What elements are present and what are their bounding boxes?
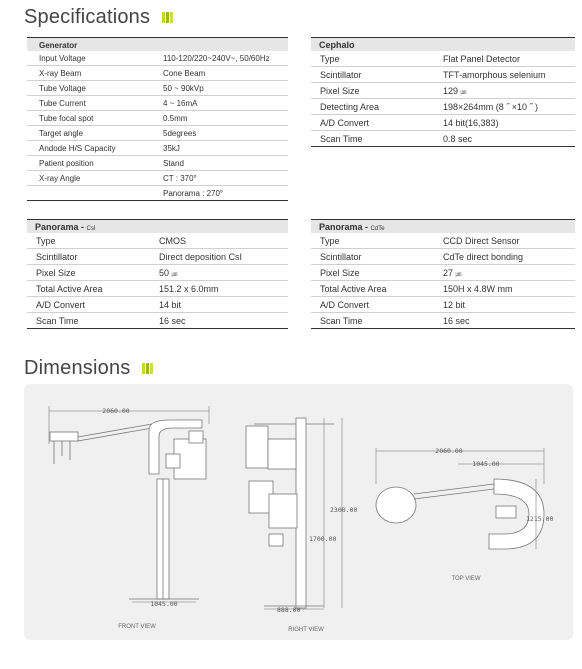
right-height-label: 2300.00 — [330, 506, 358, 514]
spec-value-text: 4 ~ 16mA — [163, 98, 198, 108]
panorama-csi-table — [27, 219, 288, 329]
spec-value — [153, 265, 288, 281]
dimensions-title: Dimensions — [24, 357, 131, 379]
spec-value — [437, 99, 575, 115]
panorama-csi-title — [27, 220, 288, 234]
top-arm-label: 1045.00 — [472, 460, 500, 468]
spec-value-text: 110-120/220~240V~, 50/60Hz — [163, 53, 270, 63]
panorama-csi-subtitle: CsI — [86, 226, 96, 232]
spec-value — [157, 156, 288, 171]
panorama-cdte-table — [311, 219, 575, 329]
spec-value — [157, 66, 288, 81]
spec-value — [437, 313, 575, 329]
spec-value — [437, 281, 575, 297]
spec-label: Tube Voltage — [27, 81, 157, 96]
spec-label: Type — [27, 233, 153, 249]
spec-value-text: CT : 370° — [163, 173, 197, 183]
spec-label: Pixel Size — [311, 83, 437, 99]
spec-value-text: 14 bit(16,383) — [443, 117, 499, 128]
right-arm-height-label: 1700.00 — [309, 535, 337, 543]
spec-value-text: 35kJ — [163, 143, 180, 153]
spec-value-text: 16 sec — [443, 315, 470, 326]
panorama-csi-title-text: Panorama - — [35, 222, 87, 232]
front-view-label: FRONT VIEW — [118, 624, 156, 630]
panorama-cdte-title — [311, 220, 575, 234]
spec-value-text: 150H x 4.8W mm — [443, 283, 513, 294]
spec-value-text: Cone Beam — [163, 68, 206, 78]
spec-value-text: 5degrees — [163, 128, 197, 138]
table-row — [27, 141, 288, 156]
spec-value — [437, 67, 575, 83]
table-row — [311, 67, 575, 83]
table-row — [311, 281, 575, 297]
table-row — [27, 126, 288, 141]
table-row — [27, 297, 288, 313]
right-base-label: 888.00 — [277, 606, 301, 614]
table-row — [27, 66, 288, 81]
top-view-label: TOP VIEW — [451, 576, 481, 582]
spec-label: Type — [311, 51, 437, 67]
spec-value-text: 198×264mm (8 ˝ ×10 ˝ ) — [443, 101, 539, 112]
spec-label: Total Active Area — [311, 281, 437, 297]
spec-value-text: 129 — [443, 85, 459, 96]
table-row — [311, 131, 575, 147]
right-view-label: RIGHT VIEW — [288, 627, 324, 633]
spec-label: Total Active Area — [27, 281, 153, 297]
spec-label: Scintillator — [27, 249, 153, 265]
spec-value-text: Direct deposition CsI — [159, 251, 243, 262]
specifications-heading — [24, 6, 174, 29]
top-depth-label: 1215.00 — [526, 515, 554, 523]
spec-label: Scan Time — [27, 313, 153, 329]
spec-value-text: CdTe direct bonding — [443, 251, 524, 262]
table-row — [311, 83, 575, 99]
spec-value — [437, 265, 575, 281]
table-row — [311, 313, 575, 329]
table-row — [311, 249, 575, 265]
spec-label: Scan Time — [311, 313, 437, 329]
spec-value-text: 0.8 sec — [443, 133, 473, 144]
table-row — [27, 281, 288, 297]
spec-unit: ㎛ — [455, 271, 462, 278]
cephalo-title: Cephalo — [311, 38, 575, 52]
spec-value-text: CMOS — [159, 235, 186, 246]
panorama-cdte-title-text: Panorama - — [319, 222, 371, 232]
spec-value — [437, 83, 575, 99]
spec-label — [27, 186, 157, 201]
spec-value-text: 0.5mm — [163, 113, 188, 123]
spec-value-text: 27 — [443, 267, 454, 278]
accent-bars-icon — [142, 357, 154, 380]
table-row — [311, 297, 575, 313]
cephalo-table — [311, 37, 575, 147]
spec-label: Scintillator — [311, 67, 437, 83]
spec-label: Input Voltage — [27, 51, 157, 66]
accent-bars-icon — [162, 6, 174, 29]
spec-unit: ㎛ — [460, 89, 467, 96]
spec-label: A/D Convert — [27, 297, 153, 313]
spec-label: Andode H/S Capacity — [27, 141, 157, 156]
spec-value — [153, 313, 288, 329]
spec-label: Type — [311, 233, 437, 249]
top-width-label: 2060.00 — [435, 447, 463, 455]
spec-label: Scintillator — [311, 249, 437, 265]
right-view-drawing — [246, 418, 357, 633]
front-width-label: 2060.00 — [102, 407, 130, 415]
dimensions-panel — [24, 384, 573, 640]
spec-value-text: TFT-amorphous selenium — [443, 69, 546, 80]
spec-label: Tube Current — [27, 96, 157, 111]
table-row — [27, 186, 288, 201]
spec-value — [157, 81, 288, 96]
spec-label: X-ray Beam — [27, 66, 157, 81]
spec-label: Pixel Size — [311, 265, 437, 281]
table-row — [27, 111, 288, 126]
table-row — [27, 96, 288, 111]
spec-value — [157, 111, 288, 126]
generator-table — [27, 37, 288, 201]
table-row — [27, 265, 288, 281]
table-row — [311, 51, 575, 67]
spec-value — [437, 297, 575, 313]
spec-value-text: 12 bit — [443, 299, 466, 310]
table-row — [311, 233, 575, 249]
spec-value — [157, 51, 288, 66]
table-row — [27, 249, 288, 265]
top-view-drawing — [376, 447, 553, 582]
spec-value — [153, 297, 288, 313]
spec-value — [157, 126, 288, 141]
table-row — [27, 51, 288, 66]
table-row — [27, 81, 288, 96]
generator-title: Generator — [27, 38, 288, 52]
spec-value — [437, 131, 575, 147]
spec-value — [157, 141, 288, 156]
spec-label: Patient position — [27, 156, 157, 171]
table-row — [27, 233, 288, 249]
spec-value — [153, 249, 288, 265]
spec-value-text: CCD Direct Sensor — [443, 235, 520, 246]
spec-value — [437, 233, 575, 249]
spec-value — [157, 96, 288, 111]
spec-value — [157, 186, 288, 201]
spec-value-text: 50 — [159, 267, 170, 278]
spec-value-text: Flat Panel Detector — [443, 53, 521, 64]
spec-value-text: Panorama : 270° — [163, 188, 224, 198]
spec-value-text: 16 sec — [159, 315, 186, 326]
table-row — [27, 171, 288, 186]
table-row — [27, 313, 288, 329]
spec-label: Target angle — [27, 126, 157, 141]
spec-value — [437, 249, 575, 265]
spec-label: Detecting Area — [311, 99, 437, 115]
spec-value-text: 50 ~ 90kVp — [163, 83, 204, 93]
table-row — [311, 115, 575, 131]
dimension-drawings — [24, 384, 573, 640]
table-row — [27, 156, 288, 171]
front-view-drawing — [49, 406, 209, 630]
spec-label: Pixel Size — [27, 265, 153, 281]
spec-label: Tube focal spot — [27, 111, 157, 126]
specifications-title: Specifications — [24, 6, 151, 28]
panorama-cdte-subtitle: CdTe — [370, 226, 385, 232]
spec-unit: ㎛ — [171, 271, 178, 278]
spec-value — [437, 115, 575, 131]
spec-value — [153, 233, 288, 249]
spec-value-text: 14 bit — [159, 299, 182, 310]
spec-value-text: 151.2 x 6.0mm — [159, 283, 219, 294]
spec-value — [153, 281, 288, 297]
spec-value — [157, 171, 288, 186]
spec-value — [437, 51, 575, 67]
table-row — [311, 265, 575, 281]
spec-value-text: Stand — [163, 158, 184, 168]
table-row — [311, 99, 575, 115]
spec-label: A/D Convert — [311, 297, 437, 313]
front-base-label: 1045.00 — [150, 600, 178, 608]
dimensions-heading — [24, 357, 154, 380]
spec-label: Scan Time — [311, 131, 437, 147]
spec-label: A/D Convert — [311, 115, 437, 131]
spec-label: X-ray Angle — [27, 171, 157, 186]
